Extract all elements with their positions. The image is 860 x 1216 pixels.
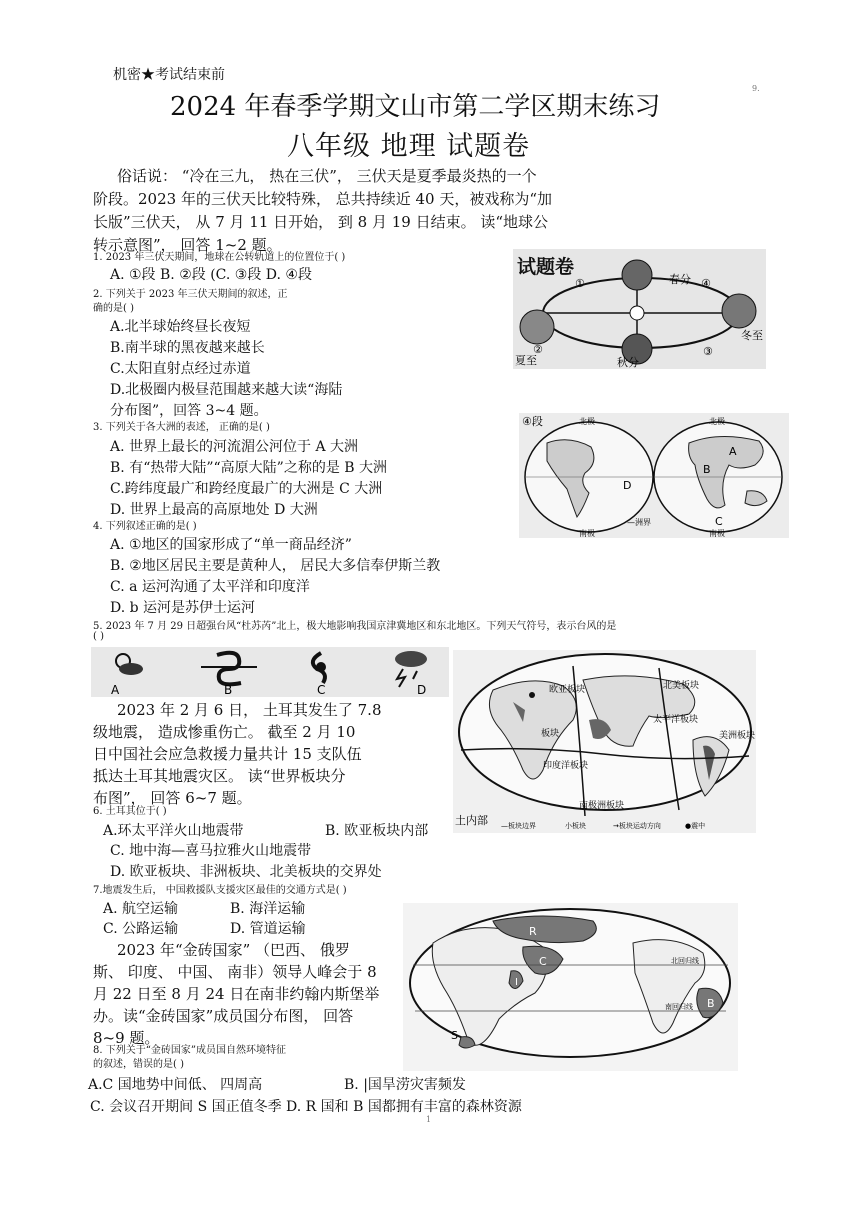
question-6-option-b: B. 欧亚板块内部 (325, 823, 429, 839)
question-6-stem: 6. 土耳其位于( ) (93, 806, 167, 817)
question-2-option-d: D.北极圈内极昼范围越来越大读“海陆 (110, 382, 343, 398)
question-5-stem: 5. 2023 年 7 月 29 日超强台风“杜苏芮”北上，极大地影响我国京津冀地区和东北地区。下列天气符号，表示台风的是 (93, 621, 617, 632)
question-6-option-c: C. 地中海—喜马拉雅火山地震带 (110, 843, 312, 859)
hemis-south-right: 南极 (709, 529, 725, 538)
continent-d: D (623, 479, 632, 492)
symbol-label-a: A (111, 683, 120, 697)
hemis-north-right: 北极 (709, 417, 725, 426)
question-3-option-b: B. 有“热带大陆”“高原大陆”之称的是 B 大洲 (110, 460, 388, 476)
continent-b: B (703, 463, 711, 476)
hemis-north-left: 北极 (579, 417, 595, 426)
plates-side-label: 土内部 (455, 814, 488, 827)
continent-c: C (715, 515, 723, 528)
brics-label-s: S (451, 1029, 458, 1042)
orbit-figure-title: 试题卷 (517, 256, 575, 278)
question-7-option-d: D. 管道运输 (230, 921, 306, 937)
plates-legend-direction: →板块运动方向 (613, 822, 661, 830)
question-4-option-c: C. a 运河沟通了太平洋和印度洋 (110, 579, 310, 595)
question-3-option-d: D. 世界上最高的高原地处 D 大洲 (110, 502, 318, 518)
question-2-option-d-cont: 分布图”，回答 3~4 题。 (110, 403, 268, 419)
plates-legend-epicenter: ●震中 (685, 822, 706, 830)
corner-mark: 9. (752, 84, 760, 93)
question-5-stem-cont: ( ) (93, 631, 104, 642)
question-2-option-b: B.南半球的黑夜越来越长 (110, 340, 265, 356)
question-6-option-d: D. 欧亚板块、非洲板块、北美板块的交界处 (110, 864, 382, 880)
question-4-option-a: A. ①地区的国家形成了“单一商品经济” (110, 537, 352, 553)
brics-label-r: R (529, 925, 537, 938)
plates-legend-small: 小板块 (565, 822, 586, 830)
question-2-stem-cont: 确的是( ) (93, 303, 134, 314)
question-4-option-d: D. b 运河是苏伊士运河 (110, 600, 256, 616)
page-number: 1 (426, 1115, 432, 1124)
orbit-segment-2: ② (533, 343, 543, 356)
question-8-option-b: B. |国旱涝灾害频发 (344, 1077, 466, 1093)
hemis-south-left: 南极 (579, 529, 595, 538)
symbol-label-d: D (417, 683, 427, 697)
question-4-option-b: B. ②地区居民主要是黄种人， 居民大多信奉伊斯兰教 (110, 558, 441, 574)
question-2-option-a: A.北半球始终昼长夜短 (110, 319, 251, 335)
hemis-legend: —洲界 (627, 518, 651, 527)
orbit-label-spring: 春分 (669, 273, 691, 286)
plate-label-antarctic: 南极洲板块 (579, 801, 625, 811)
question-4-stem: 4. 下列叙述正确的是( ) (93, 521, 197, 532)
question-1-options: A. ①段 B. ②段 (C. ③段 D. ④段 (110, 267, 312, 283)
tropic-north-label: 北回归线 (671, 957, 699, 965)
question-8-option-c: C. 会议召开期间 S 国正值冬季 D. R 国和 B 国都拥有丰富的森林资源 (90, 1099, 522, 1115)
question-7-option-c: C. 公路运输 (103, 921, 179, 937)
question-6-option-a: A.环太平洋火山地震带 (103, 823, 244, 839)
plate-label-indian: 印度洋板块 (543, 761, 589, 771)
question-3-option-c: C.跨纬度最广和跨经度最广的大洲是 C 大洲 (110, 481, 383, 497)
question-8-stem-cont: 的叙述，错误的是( ) (93, 1059, 184, 1070)
symbol-label-b: B (224, 683, 233, 697)
question-8-stem: 8. 下列关于“金砖国家”成员国自然环境特征 (93, 1045, 286, 1056)
hemis-tag: ④段 (522, 415, 543, 428)
continent-a: A (729, 445, 737, 458)
orbit-segment-4: ④ (701, 277, 711, 290)
symbol-label-c: C (317, 683, 326, 697)
question-3-stem: 3. 下列关于各大洲的表述， 正确的是( ) (93, 422, 270, 433)
question-2-stem: 2. 下列关于 2023 年三伏天期间的叙述，正 (93, 289, 288, 300)
question-7-stem: 7.地震发生后， 中国救援队支援灾区最佳的交通方式是( ) (93, 885, 347, 896)
hemispheres-map-figure (519, 413, 789, 538)
exam-subtitle: 八年级 地理 试题卷 (287, 131, 531, 162)
question-7-option-b: B. 海洋运输 (230, 901, 306, 917)
question-7-option-a: A. 航空运输 (103, 901, 179, 917)
brics-label-b: B (707, 997, 715, 1010)
brics-map-figure (403, 903, 738, 1071)
plate-label-eurasian: 欧亚板块 (549, 685, 586, 695)
brics-label-i: I (515, 977, 518, 988)
exam-title: 2024 年春季学期文山市第二学区期末练习 (170, 92, 661, 122)
plates-legend-boundary: —板块边界 (501, 822, 536, 830)
question-8-option-a: A.C 国地势中间低、 四周高 (88, 1077, 263, 1093)
orbit-label-summer: 夏至 (515, 354, 537, 367)
weather-symbols-figure (91, 647, 449, 697)
question-1-stem: 1. 2023 年三伏天期间，地球在公转轨道上的位置位于( ) (93, 252, 346, 263)
orbit-segment-3: ③ (703, 345, 713, 358)
plate-label-pacific: 太平洋板块 (653, 715, 699, 725)
tropic-south-label: 南回归线 (665, 1003, 693, 1011)
brics-label-c: C (539, 955, 547, 968)
confidential-tag: 机密★考试结束前 (113, 67, 225, 83)
world-plates-map-figure (453, 650, 756, 833)
orbit-segment-1: ① (575, 277, 585, 290)
plate-label-africa: 板块 (541, 729, 560, 739)
question-3-option-a: A. 世界上最长的河流湄公河位于 A 大洲 (110, 439, 359, 455)
plate-label-america: 美洲板块 (719, 731, 756, 741)
question-2-option-c: C.太阳直射点经过赤道 (110, 361, 251, 377)
orbit-label-autumn: 秋分 (617, 356, 639, 369)
earth-orbit-figure (513, 249, 766, 369)
plate-label-north-america: 北美板块 (663, 681, 700, 691)
orbit-label-winter: 冬至 (741, 329, 763, 342)
